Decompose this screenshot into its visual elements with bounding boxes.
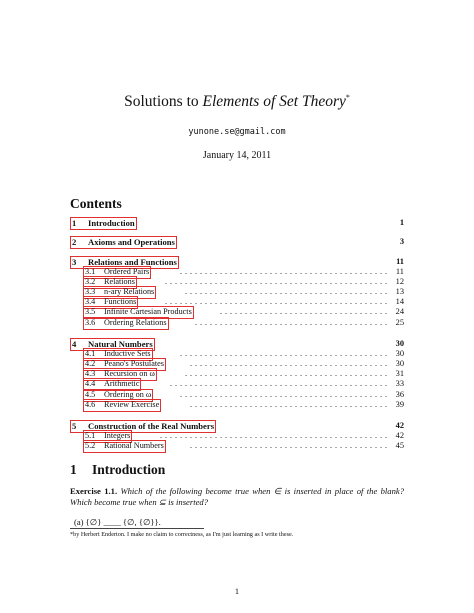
toc-label: Recursion on ω	[104, 369, 155, 378]
toc-number: 4.5	[85, 390, 96, 399]
toc-link[interactable]	[70, 217, 137, 230]
toc-number: 2	[72, 237, 77, 247]
toc-label: Functions	[104, 297, 137, 306]
section-number: 1	[70, 462, 77, 477]
toc-link[interactable]	[83, 440, 166, 453]
toc-label: n-ary Relations	[104, 287, 155, 296]
page-number: 1	[234, 587, 240, 596]
toc-number: 4	[72, 339, 77, 349]
toc-number: 1	[72, 218, 77, 228]
toc-leader-dots: ..........................................	[180, 390, 390, 399]
toc-page: 36	[395, 390, 404, 399]
toc-page: 31	[395, 369, 404, 378]
toc-page: 24	[395, 307, 404, 316]
section-heading	[70, 462, 165, 478]
toc-page: 11	[395, 267, 404, 276]
toc-leader-dots: .........................................	[185, 287, 390, 296]
toc-number: 4.1	[85, 349, 96, 358]
toc-page: 14	[395, 297, 404, 306]
toc-leader-dots: ..........................................	[180, 349, 390, 358]
toc-label: Relations and Functions	[88, 257, 177, 267]
author-email: yunone.se@gmail.com	[188, 127, 286, 137]
toc-page: 11	[396, 257, 404, 266]
toc-page: 13	[395, 287, 404, 296]
title-prefix: Solutions to	[124, 93, 203, 111]
toc-number: 3	[72, 257, 77, 267]
toc-leader-dots: .......................................	[195, 318, 390, 327]
exercise-item-a: (a) {∅} ____ {∅, {∅}}.	[74, 517, 161, 527]
toc-number: 4.2	[85, 359, 96, 368]
toc-number: 3.6	[85, 318, 96, 327]
toc-number: 5.1	[85, 431, 96, 440]
exercise-block	[70, 486, 404, 508]
toc-label: Arithmetic	[104, 379, 140, 388]
toc-leader-dots: ........................................	[190, 400, 390, 409]
toc-leader-dots: ........................................	[190, 359, 390, 368]
toc-page: 30	[395, 339, 404, 348]
toc-page: 39	[395, 400, 404, 409]
toc-number: 5.2	[85, 441, 96, 450]
toc-label: Introduction	[88, 218, 135, 228]
footnote-rule	[70, 528, 204, 529]
toc-label: Construction of the Real Numbers	[88, 421, 215, 431]
toc-number: 3.5	[85, 307, 96, 316]
toc-entry-1	[70, 218, 404, 229]
toc-label: Infinite Cartesian Products	[104, 307, 192, 316]
section-title: Introduction	[92, 462, 166, 477]
toc-label: Ordered Pairs	[104, 267, 150, 276]
contents-heading: Contents	[70, 196, 122, 211]
document-date: January 14, 2011	[202, 150, 272, 161]
toc-leader-dots: ............................................	[170, 379, 390, 388]
toc-leader-dots: .............................................	[165, 277, 390, 286]
toc-page: 30	[395, 349, 404, 358]
toc-label: Ordering Relations	[104, 318, 167, 327]
toc-number: 5	[72, 421, 77, 431]
toc-page: 33	[395, 379, 404, 388]
toc-label: Natural Numbers	[88, 339, 153, 349]
toc-leader-dots: ..............................................	[160, 431, 390, 440]
toc-number: 3.1	[85, 267, 96, 276]
toc-link[interactable]	[83, 399, 161, 412]
toc-entry-5-2	[70, 441, 404, 452]
toc-page: 12	[395, 277, 404, 286]
toc-page: 1	[399, 218, 404, 227]
title-footnote-mark: *	[345, 93, 350, 102]
toc-link[interactable]	[70, 236, 177, 249]
toc-link[interactable]	[83, 317, 169, 330]
toc-page: 45	[395, 441, 404, 450]
toc-page: 25	[395, 318, 404, 327]
toc-leader-dots: ........................................	[190, 441, 390, 450]
toc-entry-3-6	[70, 318, 404, 329]
toc-page: 42	[395, 421, 404, 430]
toc-label: Axioms and Operations	[88, 237, 175, 247]
toc-label: Rational Numbers	[104, 441, 164, 450]
footnote: *by Herbert Enderton. I make no claim to correctness, as I'm just learning as I write these.	[70, 531, 294, 538]
toc-number: 3.3	[85, 287, 96, 296]
toc-number: 3.2	[85, 277, 96, 286]
toc-leader-dots: ..................................	[220, 307, 390, 316]
toc-page: 30	[395, 359, 404, 368]
toc-leader-dots: .............................................	[165, 297, 390, 306]
toc-page: 3	[399, 237, 404, 246]
toc-label: Relations	[104, 277, 135, 286]
document-title	[0, 93, 474, 111]
toc-label: Review Exercise	[104, 400, 160, 409]
toc-label: Peano's Postulates	[104, 359, 164, 368]
toc-label: Ordering on ω	[104, 390, 152, 399]
title-italic: Elements of Set Theory	[202, 93, 346, 111]
toc-leader-dots: .........................................	[185, 369, 390, 378]
toc-number: 4.3	[85, 369, 96, 378]
exercise-text: Which of the following become true when ∈ is inserted in place of the blank? Which become true when ⊆ is inserted?	[70, 486, 404, 507]
toc-label: Inductive Sets	[104, 349, 151, 358]
toc-entry-2	[70, 237, 404, 248]
toc-number: 4.6	[85, 400, 96, 409]
toc-number: 4.4	[85, 379, 96, 388]
toc-entry-4-6	[70, 400, 404, 411]
toc-label: Integers	[104, 431, 131, 440]
exercise-label: Exercise 1.1.	[70, 486, 118, 496]
toc-number: 3.4	[85, 297, 96, 306]
toc-leader-dots: ..........................................	[180, 267, 390, 276]
toc-page: 42	[395, 431, 404, 440]
